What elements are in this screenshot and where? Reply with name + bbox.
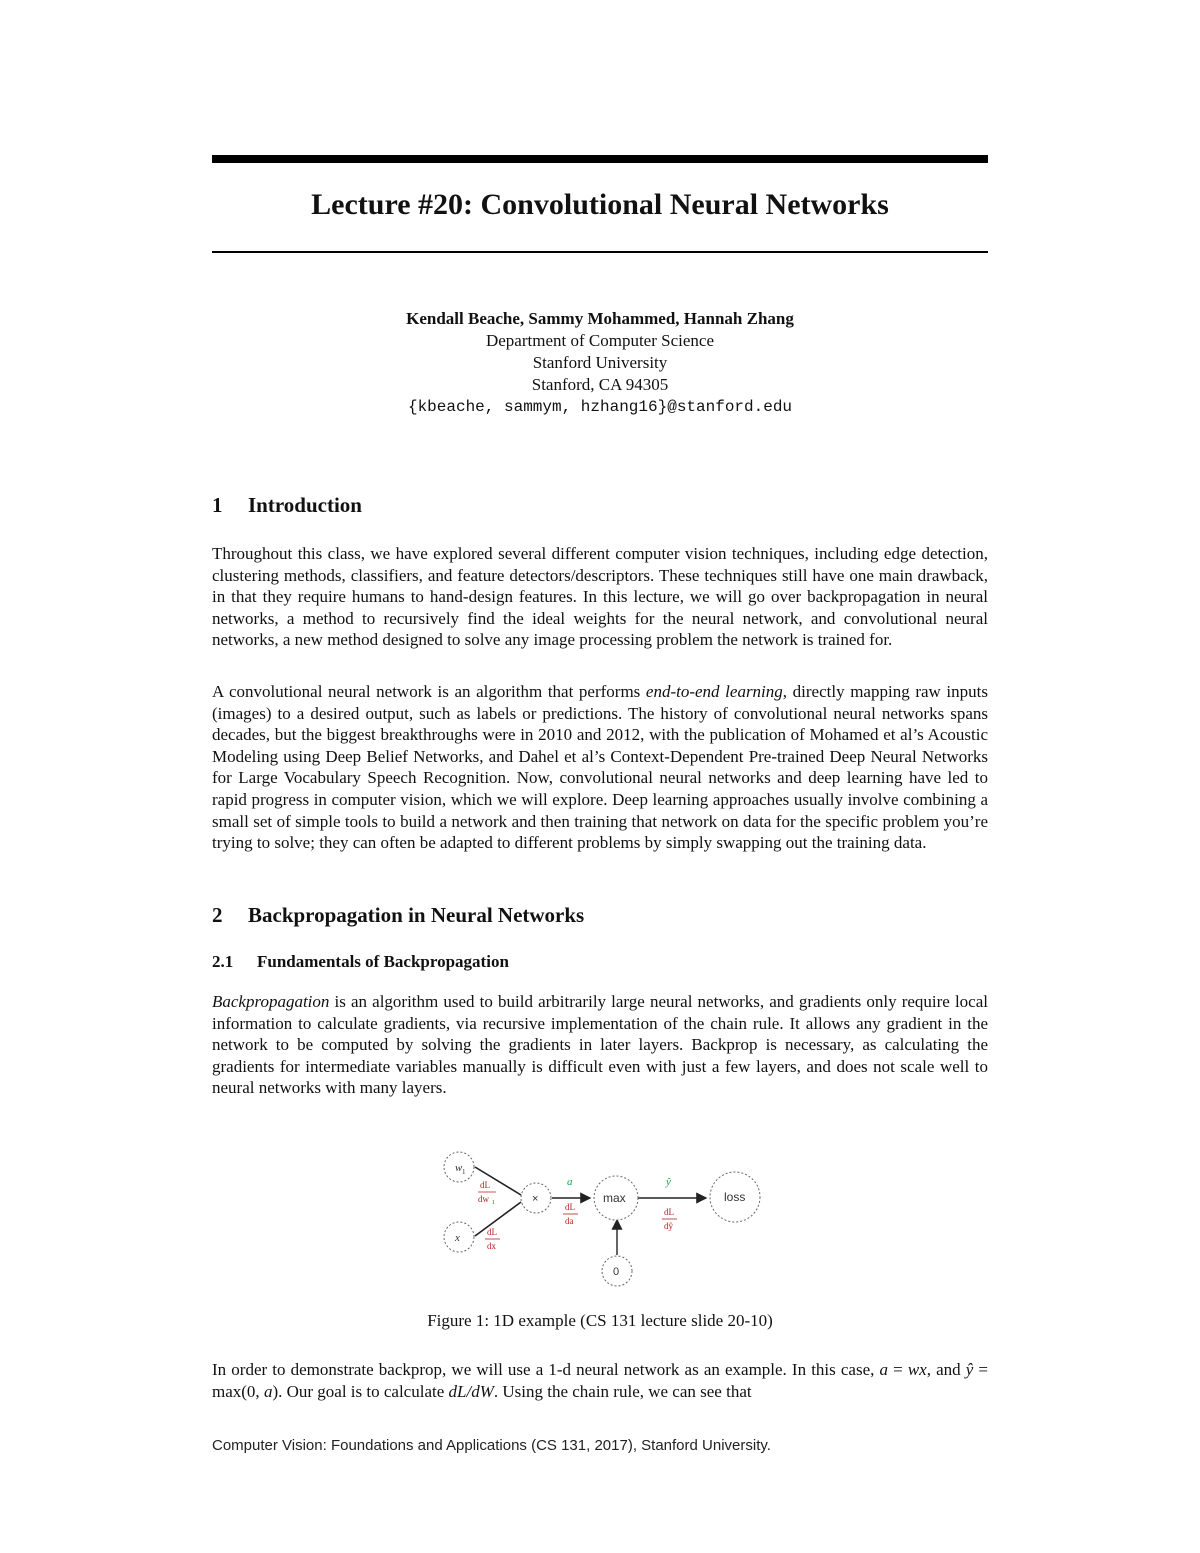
university: Stanford University (532, 353, 668, 372)
backprop-graph-figure (430, 1140, 770, 1300)
gradient-denominator: dŷ (664, 1221, 673, 1231)
math-var: ŷ (965, 1360, 974, 1379)
gradient-numerator: dL (565, 1202, 575, 1212)
department: Department of Computer Science (485, 331, 714, 350)
math-var: dL/dW (448, 1381, 494, 1401)
title-top-rule (212, 155, 988, 163)
gradient-numerator: dL (664, 1207, 674, 1217)
gradient-denominator-subscript: 1 (492, 1200, 495, 1206)
text-run: = (888, 1360, 908, 1379)
page-footer: Computer Vision: Foundations and Applications (CS 131, 2017), Stanford University. (212, 1437, 771, 1454)
section-number: 1 (212, 493, 223, 517)
text-run: is an algorithm used to build arbitrarily large neural networks, and gradients only require local information to calculate gradients, via recursive implementation of the chain rule. It allows any gradient in the network to be computed by solving the gradients in later layers. Backprop is necessary, as calculating the gradients for intermediate variables manually is difficult even with just a few layers, and does not scale well to neural networks with many layers. (212, 992, 988, 1098)
node-loss-label: loss (724, 1190, 746, 1204)
emphasis-text: end-to-end learning (645, 682, 783, 701)
gradient-dl-dw1 (478, 1180, 496, 1206)
text-run: In order to demonstrate backprop, we will use a 1-d neural network as an example. In this case, (212, 1360, 875, 1379)
forward-label-a: a (567, 1176, 573, 1188)
text-run: , directly mapping raw inputs (images) to a desired output, such as labels or predictions. The history of convolutional neural networks spans decades, but the biggest breakthroughs were in 2010 and 2012, with the publication of Mohamed et al’s Acoustic Modeling using Deep Belief Networks, and Dahel et al’s Context-Dependent Pre-trained Deep Neural Networks for Large Vocabulary Speech Recognition. Now, convolutional neural networks and deep learning have led to rapid progress in computer vision, which we will explore. Deep learning approaches usually involve combining a small set of simple tools to build a network and then training that network on data for the specific problem you’re trying to solve; they can often be adapted to different problems by simply swapping out the training data. (212, 682, 988, 853)
node-zero-label: 0 (613, 1266, 620, 1278)
page-title: Lecture #20: Convolutional Neural Networks (311, 188, 889, 221)
text-run: , and (926, 1360, 966, 1379)
edge-x-mult (475, 1202, 521, 1236)
math-var: a (263, 1381, 273, 1401)
author-names: Kendall Beache, Sammy Mohammed, Hannah Zhang (406, 309, 794, 328)
section-heading-introduction (212, 493, 362, 518)
title-bottom-rule (212, 251, 988, 253)
section-title: Backpropagation in Neural Networks (248, 903, 585, 927)
text-run: A convolutional neural network is an algorithm that performs (212, 682, 646, 701)
node-w1-subscript: 1 (462, 1168, 466, 1176)
node-max-label: max (603, 1191, 626, 1205)
text-run: ). Our goal is to calculate (272, 1381, 449, 1401)
node-multiply-label: × (532, 1193, 539, 1205)
author-emails: {kbeache, sammym, hzhang16}@stanford.edu (407, 398, 793, 416)
math-var: a (879, 1360, 889, 1379)
location: Stanford, CA 94305 (531, 375, 669, 394)
author-block (212, 308, 988, 418)
figure-caption: Figure 1: 1D example (CS 131 lecture slide 20-10) (427, 1311, 773, 1330)
gradient-dl-da (563, 1202, 578, 1226)
section-heading-backprop (212, 903, 584, 928)
text-run: = max(0, (212, 1360, 989, 1401)
text-run: . Using the chain rule, we can see that (493, 1381, 752, 1401)
backprop-paragraph-1 (212, 991, 988, 1099)
gradient-denominator: da (565, 1216, 574, 1226)
backprop-paragraph-2 (212, 1359, 988, 1402)
gradient-numerator: dL (487, 1227, 497, 1237)
gradient-dl-dyhat (662, 1207, 677, 1231)
section-title: Introduction (248, 493, 362, 517)
subsection-title: Fundamentals of Backpropagation (257, 952, 509, 971)
subsection-number: 2.1 (212, 952, 234, 971)
section-number: 2 (212, 903, 223, 927)
gradient-dl-dx (485, 1227, 500, 1251)
intro-paragraph-1: Throughout this class, we have explored several different computer vision techniques, including edge detection, clustering methods, classifiers, and feature detectors/descriptors. These techniques still have one main drawback, in that they require humans to hand-design features. In this lecture, we will go over backpropagation in neural networks, a method to recursively find the ideal weights for the neural network, and convolutional neural networks, a new method designed to solve any image processing problem the network is trained for. (212, 544, 988, 650)
forward-label-yhat: ŷ (666, 1176, 671, 1188)
gradient-denominator: dx (487, 1241, 496, 1251)
node-w1-label: w (455, 1162, 463, 1174)
intro-paragraph-2 (212, 681, 988, 854)
gradient-numerator: dL (480, 1180, 490, 1190)
node-x-label: x (455, 1232, 460, 1244)
gradient-denominator: dw (478, 1194, 489, 1204)
subsection-heading-fundamentals (212, 952, 509, 972)
math-var: wx (907, 1360, 927, 1379)
emphasis-text: Backpropagation (212, 992, 330, 1011)
